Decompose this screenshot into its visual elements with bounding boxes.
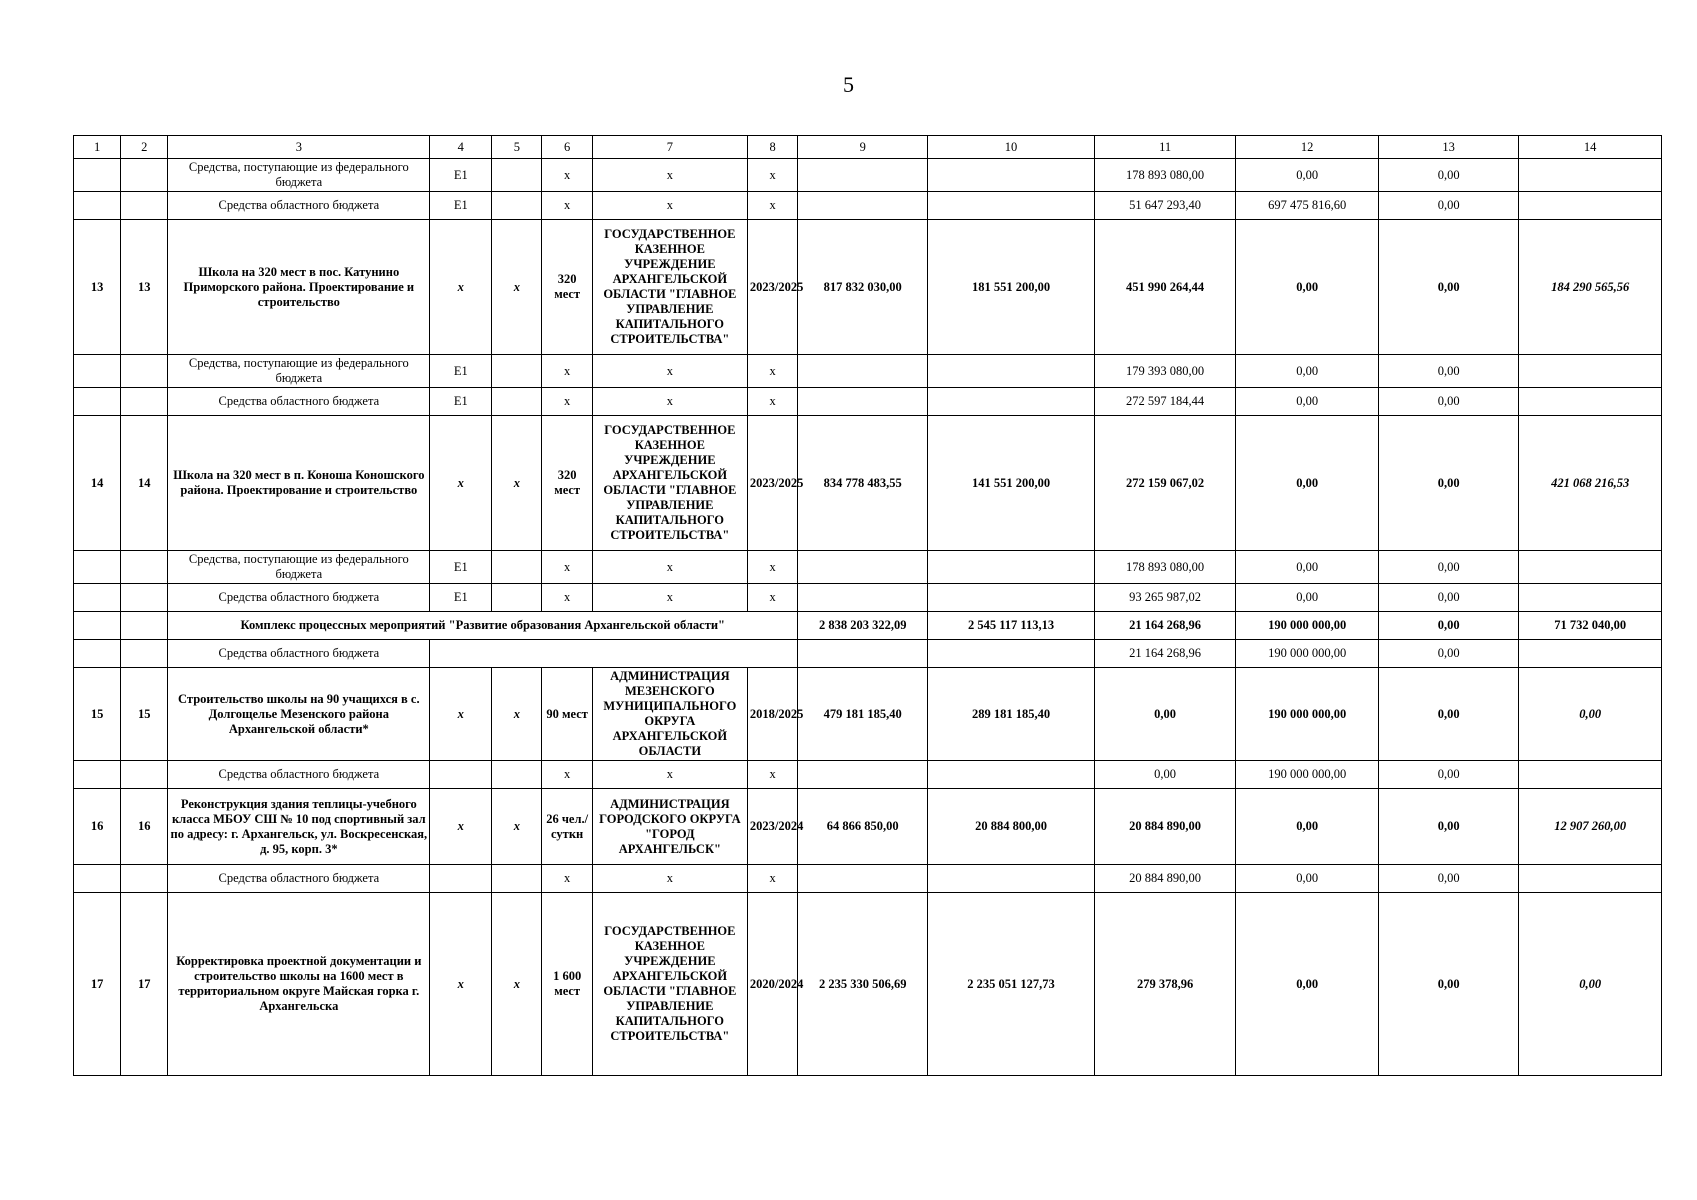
- row-name: Средства областного бюджета: [168, 640, 430, 668]
- x-cell: х: [430, 789, 492, 865]
- x-cell: х: [430, 668, 492, 761]
- value-cell: 64 866 850,00: [798, 789, 928, 865]
- x-cell: х: [747, 388, 797, 416]
- x-cell: х: [592, 761, 747, 789]
- capacity-cell: 320 мест: [542, 416, 592, 551]
- value-cell: 0,00: [1378, 355, 1518, 388]
- table-row: [74, 159, 1662, 192]
- value-cell: 0,00: [1378, 865, 1518, 893]
- capacity-cell: 90 мест: [542, 668, 592, 761]
- row-number: 16: [74, 789, 121, 865]
- value-cell: 279 378,96: [1094, 893, 1236, 1076]
- value-cell: 93 265 987,02: [1094, 584, 1236, 612]
- value-cell: 0,00: [1236, 416, 1379, 551]
- row-number: 14: [121, 416, 168, 551]
- x-cell: х: [430, 220, 492, 355]
- header-cell: 3: [168, 136, 430, 159]
- code-cell: Е1: [430, 388, 492, 416]
- code-cell: Е1: [430, 551, 492, 584]
- value-cell: 421 068 216,53: [1519, 416, 1662, 551]
- value-cell: 0,00: [1378, 192, 1518, 220]
- x-cell: х: [492, 668, 542, 761]
- x-cell: х: [542, 584, 592, 612]
- header-cell: 2: [121, 136, 168, 159]
- value-cell: 12 907 260,00: [1519, 789, 1662, 865]
- table-row: [74, 865, 1662, 893]
- table-row: [74, 761, 1662, 789]
- row-name: Средства областного бюджета: [168, 761, 430, 789]
- table-row: [74, 668, 1662, 761]
- x-cell: х: [542, 865, 592, 893]
- x-cell: х: [492, 789, 542, 865]
- row-number: 17: [74, 893, 121, 1076]
- code-cell: Е1: [430, 159, 492, 192]
- row-name: Средства, поступающие из федерального бюджета: [168, 551, 430, 584]
- value-cell: 21 164 268,96: [1094, 640, 1236, 668]
- x-cell: х: [542, 761, 592, 789]
- x-cell: х: [747, 584, 797, 612]
- years-cell: 2023/2025: [747, 220, 797, 355]
- value-cell: 0,00: [1378, 551, 1518, 584]
- value-cell: 179 393 080,00: [1094, 355, 1236, 388]
- header-cell: 5: [492, 136, 542, 159]
- value-cell: 190 000 000,00: [1236, 640, 1379, 668]
- code-cell: Е1: [430, 355, 492, 388]
- value-cell: 21 164 268,96: [1094, 612, 1236, 640]
- x-cell: х: [592, 551, 747, 584]
- value-cell: 0,00: [1378, 220, 1518, 355]
- header-cell: 11: [1094, 136, 1236, 159]
- header-cell: 13: [1378, 136, 1518, 159]
- x-cell: х: [592, 865, 747, 893]
- x-cell: х: [492, 416, 542, 551]
- complex-row: [74, 612, 1662, 640]
- value-cell: 451 990 264,44: [1094, 220, 1236, 355]
- x-cell: х: [542, 159, 592, 192]
- value-cell: 20 884 800,00: [928, 789, 1095, 865]
- table-row: [74, 355, 1662, 388]
- x-cell: х: [592, 388, 747, 416]
- budget-table: [73, 135, 1662, 1076]
- value-cell: 289 181 185,40: [928, 668, 1095, 761]
- value-cell: 0,00: [1378, 159, 1518, 192]
- value-cell: 0,00: [1378, 668, 1518, 761]
- x-cell: х: [542, 388, 592, 416]
- row-name: Средства, поступающие из федерального бюджета: [168, 355, 430, 388]
- value-cell: 0,00: [1094, 668, 1236, 761]
- years-cell: 2023/2025: [747, 416, 797, 551]
- x-cell: х: [747, 192, 797, 220]
- row-name: Средства областного бюджета: [168, 584, 430, 612]
- value-cell: 0,00: [1519, 893, 1662, 1076]
- years-cell: 2020/2024: [747, 893, 797, 1076]
- row-name: Средства областного бюджета: [168, 388, 430, 416]
- x-cell: х: [542, 192, 592, 220]
- value-cell: 190 000 000,00: [1236, 761, 1379, 789]
- years-cell: 2018/2025: [747, 668, 797, 761]
- org-cell: ГОСУДАРСТВЕННОЕ КАЗЕННОЕ УЧРЕЖДЕНИЕ АРХАНГЕЛЬСКОЙ ОБЛАСТИ "ГЛАВНОЕ УПРАВЛЕНИЕ КАПИТАЛЬНОГО СТРОИТЕЛЬСТВА": [592, 893, 747, 1076]
- org-cell: АДМИНИСТРАЦИЯ МЕЗЕНСКОГО МУНИЦИПАЛЬНОГО ОКРУГА АРХАНГЕЛЬСКОЙ ОБЛАСТИ: [592, 668, 747, 761]
- x-cell: х: [747, 761, 797, 789]
- table-row: [74, 551, 1662, 584]
- table-row: [74, 416, 1662, 551]
- row-name: Средства, поступающие из федерального бюджета: [168, 159, 430, 192]
- row-name: Строительство школы на 90 учащихся в с. Долгощелье Мезенского района Архангельской области*: [168, 668, 430, 761]
- value-cell: 0,00: [1236, 220, 1379, 355]
- org-cell: ГОСУДАРСТВЕННОЕ КАЗЕННОЕ УЧРЕЖДЕНИЕ АРХАНГЕЛЬСКОЙ ОБЛАСТИ "ГЛАВНОЕ УПРАВЛЕНИЕ КАПИТАЛЬНОГО СТРОИТЕЛЬСТВА": [592, 220, 747, 355]
- value-cell: 2 235 051 127,73: [928, 893, 1095, 1076]
- value-cell: 2 838 203 322,09: [798, 612, 928, 640]
- header-cell: 6: [542, 136, 592, 159]
- row-number: 14: [74, 416, 121, 551]
- value-cell: 181 551 200,00: [928, 220, 1095, 355]
- org-cell: АДМИНИСТРАЦИЯ ГОРОДСКОГО ОКРУГА "ГОРОД АРХАНГЕЛЬСК": [592, 789, 747, 865]
- value-cell: 0,00: [1519, 668, 1662, 761]
- complex-name: Комплекс процессных мероприятий "Развитие образования Архангельской области": [168, 612, 798, 640]
- value-cell: 2 235 330 506,69: [798, 893, 928, 1076]
- x-cell: х: [430, 893, 492, 1076]
- header-cell: 10: [928, 136, 1095, 159]
- header-row: [74, 136, 1662, 159]
- value-cell: 141 551 200,00: [928, 416, 1095, 551]
- row-name: Школа на 320 мест в пос. Катунино Приморского района. Проектирование и строительство: [168, 220, 430, 355]
- years-cell: 2023/2024: [747, 789, 797, 865]
- table-row: [74, 584, 1662, 612]
- row-number: 15: [121, 668, 168, 761]
- x-cell: х: [747, 551, 797, 584]
- value-cell: 0,00: [1094, 761, 1236, 789]
- row-name: Реконструкция здания теплицы-учебного класса МБОУ СШ № 10 под спортивный зал по адресу: г. Архангельск, ул. Воскресенская, д. 95, корп. 3*: [168, 789, 430, 865]
- row-name: Средства областного бюджета: [168, 192, 430, 220]
- x-cell: х: [592, 192, 747, 220]
- value-cell: 0,00: [1236, 388, 1379, 416]
- value-cell: 0,00: [1378, 761, 1518, 789]
- value-cell: 0,00: [1378, 789, 1518, 865]
- row-number: 13: [74, 220, 121, 355]
- value-cell: 0,00: [1378, 388, 1518, 416]
- capacity-cell: 26 чел./суткн: [542, 789, 592, 865]
- value-cell: 817 832 030,00: [798, 220, 928, 355]
- value-cell: 190 000 000,00: [1236, 668, 1379, 761]
- x-cell: х: [430, 416, 492, 551]
- code-cell: Е1: [430, 584, 492, 612]
- org-cell: ГОСУДАРСТВЕННОЕ КАЗЕННОЕ УЧРЕЖДЕНИЕ АРХАНГЕЛЬСКОЙ ОБЛАСТИ "ГЛАВНОЕ УПРАВЛЕНИЕ КАПИТАЛЬНОГО СТРОИТЕЛЬСТВА": [592, 416, 747, 551]
- table-row: [74, 388, 1662, 416]
- value-cell: 272 597 184,44: [1094, 388, 1236, 416]
- header-cell: 9: [798, 136, 928, 159]
- value-cell: 272 159 067,02: [1094, 416, 1236, 551]
- header-cell: 7: [592, 136, 747, 159]
- row-name: Средства областного бюджета: [168, 865, 430, 893]
- header-cell: 12: [1236, 136, 1379, 159]
- value-cell: 0,00: [1378, 584, 1518, 612]
- value-cell: 0,00: [1236, 551, 1379, 584]
- header-cell: 1: [74, 136, 121, 159]
- value-cell: 0,00: [1378, 416, 1518, 551]
- value-cell: 697 475 816,60: [1236, 192, 1379, 220]
- header-cell: 4: [430, 136, 492, 159]
- value-cell: 0,00: [1236, 584, 1379, 612]
- row-number: 13: [121, 220, 168, 355]
- x-cell: х: [492, 893, 542, 1076]
- value-cell: 178 893 080,00: [1094, 551, 1236, 584]
- x-cell: х: [592, 584, 747, 612]
- value-cell: 0,00: [1236, 865, 1379, 893]
- row-number: 17: [121, 893, 168, 1076]
- value-cell: 2 545 117 113,13: [928, 612, 1095, 640]
- table-row: [74, 220, 1662, 355]
- value-cell: 190 000 000,00: [1236, 612, 1379, 640]
- value-cell: 479 181 185,40: [798, 668, 928, 761]
- value-cell: 71 732 040,00: [1519, 612, 1662, 640]
- x-cell: х: [542, 355, 592, 388]
- value-cell: 0,00: [1236, 159, 1379, 192]
- x-cell: х: [592, 159, 747, 192]
- row-number: 16: [121, 789, 168, 865]
- code-cell: Е1: [430, 192, 492, 220]
- value-cell: 0,00: [1236, 789, 1379, 865]
- value-cell: 0,00: [1378, 612, 1518, 640]
- value-cell: 184 290 565,56: [1519, 220, 1662, 355]
- table-row: [74, 192, 1662, 220]
- table-row: [74, 789, 1662, 865]
- value-cell: 178 893 080,00: [1094, 159, 1236, 192]
- value-cell: 20 884 890,00: [1094, 789, 1236, 865]
- x-cell: х: [747, 865, 797, 893]
- header-cell: 8: [747, 136, 797, 159]
- page-number: 5: [843, 72, 854, 97]
- capacity-cell: 320 мест: [542, 220, 592, 355]
- value-cell: 0,00: [1236, 893, 1379, 1076]
- x-cell: х: [747, 159, 797, 192]
- x-cell: х: [542, 551, 592, 584]
- row-number: 15: [74, 668, 121, 761]
- table-row: [74, 640, 1662, 668]
- value-cell: 20 884 890,00: [1094, 865, 1236, 893]
- value-cell: 0,00: [1378, 640, 1518, 668]
- x-cell: х: [492, 220, 542, 355]
- x-cell: х: [747, 355, 797, 388]
- x-cell: х: [592, 355, 747, 388]
- value-cell: 0,00: [1378, 893, 1518, 1076]
- header-cell: 14: [1519, 136, 1662, 159]
- value-cell: 834 778 483,55: [798, 416, 928, 551]
- row-name: Корректировка проектной документации и строительство школы на 1600 мест в территориальном округе Майская горка г. Архангельска: [168, 893, 430, 1076]
- capacity-cell: 1 600 мест: [542, 893, 592, 1076]
- row-name: Школа на 320 мест в п. Коноша Коношского района. Проектирование и строительство: [168, 416, 430, 551]
- value-cell: 0,00: [1236, 355, 1379, 388]
- table-row: [74, 893, 1662, 1076]
- value-cell: 51 647 293,40: [1094, 192, 1236, 220]
